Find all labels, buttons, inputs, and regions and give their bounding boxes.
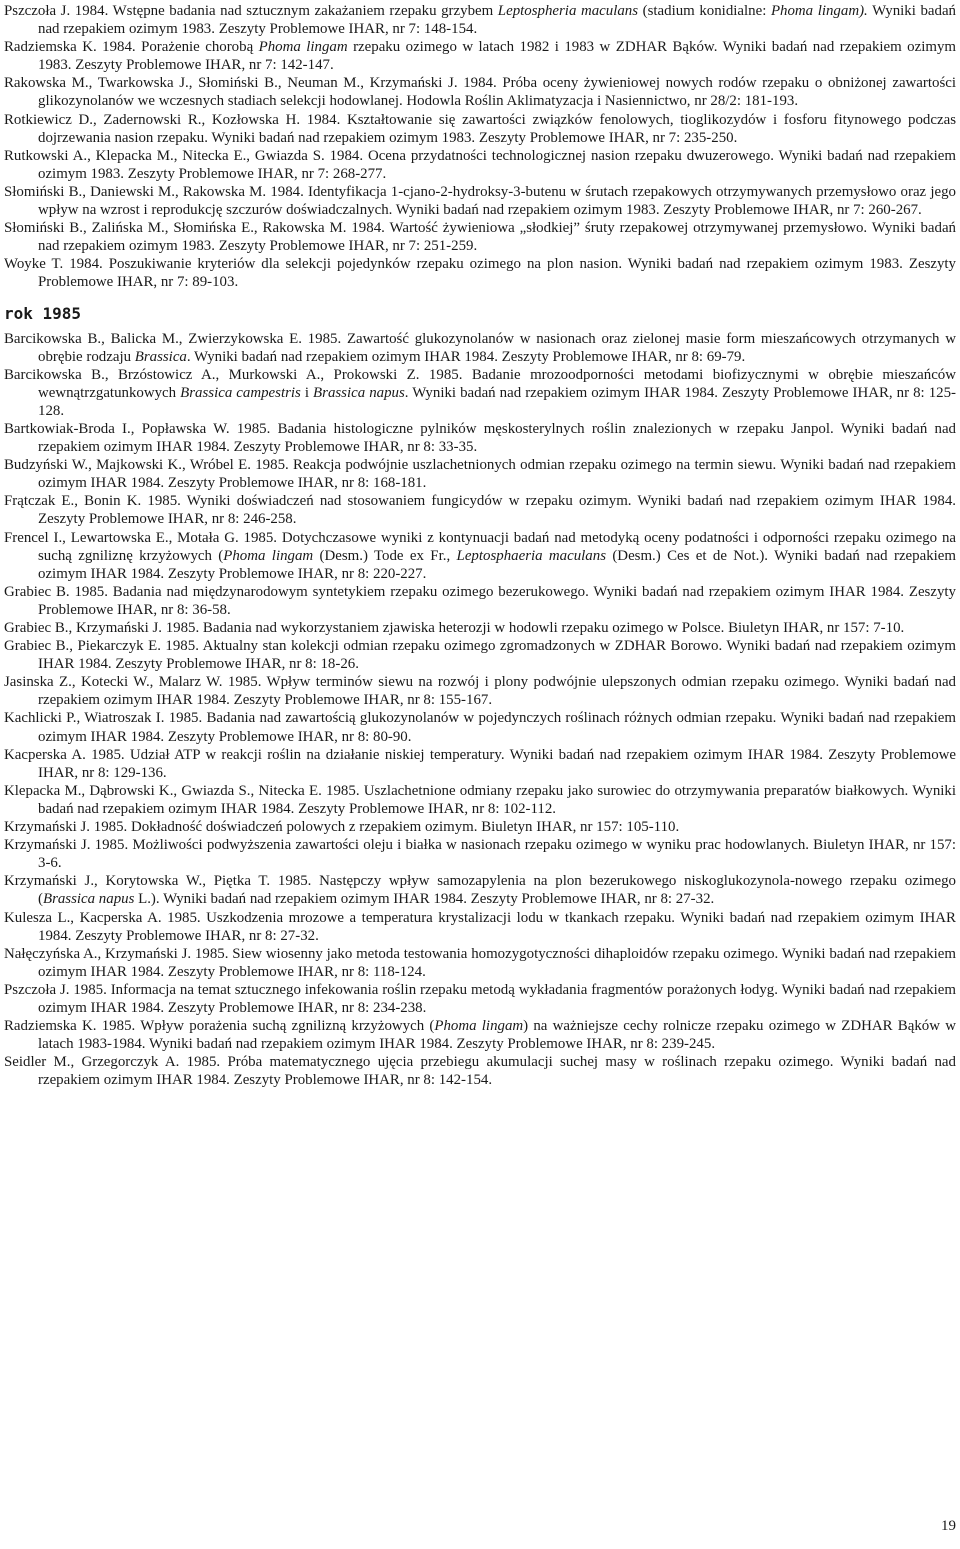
reference-entry <box>4 872 956 908</box>
reference-text: Kachlicki P., Wiatroszak I. 1985. Badania nad zawartością glukozynolanów w pojedynczych roślinach różnych odmian rzepaku. Wyniki badań nad rzepakiem ozimym IHAR 1984. Zeszyty Problemowe IHAR, nr 8: 80-90. <box>4 710 956 745</box>
reference-text: Rakowska M., Twarkowska J., Słomiński B., Neuman M., Krzymański J. 1984. Próba oceny żywieniowej nowych rodów rzepaku o obniżonej zawartości glikozynolanów we wczesnych stadiach selekcji hodowlanej. Hodowla Roślin Aklimatyzacja i Nasiennictwo, nr 28/2: 181-193. <box>4 75 956 110</box>
reference-text: Słomiński B., Daniewski M., Rakowska M. 1984. Identyfikacja 1-cjano-2-hydroksy-3-butenu w śrutach rzepakowych otrzymywanych przemysłowo oraz jego wpływ na wzrost i reprodukcję szczurów doświadczalnych. Wyniki badań nad rzepakiem ozimym 1983. Zeszyty Problemowe IHAR, nr 7: 260-267. <box>4 183 956 219</box>
reference-entry <box>4 366 956 420</box>
reference-entry <box>4 583 956 619</box>
reference-entry <box>4 945 956 981</box>
reference-entry <box>4 219 956 255</box>
reference-text: Słomiński B., Zalińska M., Słomińska E., Rakowska M. 1984. Wartość żywieniowa „słodkiej” śruty rzepakowej otrzymywanej przemysłowo. Wyniki badań nad rzepakiem ozimym 1983. Zeszyty Problemowe IHAR, nr 7: 251-259. <box>4 220 956 255</box>
reference-text: Jasinska Z., Kotecki W., Malarz W. 1985. Wpływ terminów siewu na rozwój i plony podwójnie ulepszonych odmian rzepaku ozimego. Wyniki badań nad rzepakiem ozimym IHAR 1984. Zeszyty Problemowe IHAR, nr 8: 155-167. <box>4 674 956 709</box>
reference-text: rzepaku ozimego w latach 1982 i 1983 w ZDHAR Bąków. Wyniki badań nad rzepakiem ozimym 1983. Zeszyty Problemowe IHAR, nr 7: 142-147. <box>38 39 956 74</box>
reference-entry <box>4 782 956 818</box>
reference-entry <box>4 147 956 183</box>
reference-italic-text: Phoma lingam <box>258 39 348 56</box>
reference-text: ) na ważniejsze cechy rolnicze rzepaku ozimego w ZDHAR Bąków w latach 1983-1984. Wyniki badań nad rzepakiem ozimym IHAR 1984. Zeszyty Problemowe IHAR, nr 8: 239-245. <box>38 1018 956 1053</box>
reference-italic-text: Phoma lingam). <box>770 3 868 19</box>
reference-text: L.). Wyniki badań nad rzepakiem ozimym IHAR 1984. Zeszyty Problemowe IHAR, nr 8: 27-32. <box>134 891 715 908</box>
reference-entry <box>4 529 956 583</box>
reference-entry <box>4 909 956 945</box>
reference-text: Rutkowski A., Klepacka M., Nitecka E., Gwiazda S. 1984. Ocena przydatności technologicznej nasion rzepaku dwuzerowego. Wyniki badań nad rzepakiem ozimym 1983. Zeszyty Problemowe IHAR, nr 7: 268-277. <box>4 147 956 182</box>
reference-italic-text: Brassica napus <box>313 384 405 401</box>
reference-italic-text: Brassica <box>134 348 187 365</box>
reference-text: (stadium konidialne: <box>638 3 771 19</box>
section-heading: rok 1985 <box>4 303 82 323</box>
reference-italic-text: Brassica campestris <box>180 384 301 401</box>
page-number: 19 <box>941 1518 956 1534</box>
reference-entry <box>4 492 956 528</box>
reference-text: Radziemska K. 1984. Porażenie chorobą <box>4 39 259 56</box>
reference-text: Rotkiewicz D., Zadernowski R., Kozłowska H. 1984. Kształtowanie się zawartości związków fenolowych, tioglikozydów i fosforu fitynowego podczas dojrzewania nasion rzepaku. Wyniki badań nad rzepakiem ozimym 1983. Zeszyty Problemowe IHAR, nr 7: 235-250. <box>4 111 956 146</box>
reference-text: Seidler M., Grzegorczyk A. 1985. Próba matematycznego ujęcia przebiegu akumulacji suchej masy w roślinach rzepaku ozimego. Wyniki badań nad rzepakiem ozimym IHAR 1984. Zeszyty Problemowe IHAR, nr 8: 142-154. <box>4 1054 956 1089</box>
reference-text: Barcikowska B., Brzóstowicz A., Murkowski A., Prokowski Z. 1985. Badanie mrozoodporności metodami biofizycznymi w obrębie mieszańców wewnątrzgatunkowych <box>4 366 956 401</box>
reference-entry <box>4 1017 956 1053</box>
reference-text: Pszczoła J. 1985. Informacja na temat sztucznego infekowania roślin rzepaku metodą wykładania fragmentów porażonych łodyg. Wyniki badań nad rzepakiem ozimym IHAR 1984. Zeszyty Problemowe IHAR, nr 8: 234-238. <box>4 981 956 1016</box>
reference-text: Krzymański J., Korytowska W., Piętka T. 1985. Następczy wpływ samozapylenia na plon bezerukowego niskoglukozynola-nowego rzepaku ozimego ( <box>4 873 956 908</box>
reference-text: Pszczoła J. 1984. Wstępne badania nad sztucznym zakażaniem rzepaku grzybem <box>4 3 498 19</box>
reference-entry <box>4 746 956 782</box>
reference-entry <box>4 330 956 366</box>
reference-text: Budzyński W., Majkowski K., Wróbel E. 1985. Reakcja podwójnie uszlachetnionych odmian rzepaku ozimego na termin siewu. Wyniki badań nad rzepakiem ozimym IHAR 1984. Zeszyty Problemowe IHAR, nr 8: 168-181. <box>4 457 956 492</box>
reference-entry <box>4 74 956 110</box>
reference-text: Radziemska K. 1985. Wpływ porażenia suchą zgnilizną krzyżowych ( <box>4 1018 435 1035</box>
reference-text: (Desm.) Ces et de Not.). Wyniki badań nad rzepakiem ozimym IHAR 1984. Zeszyty Problemowe IHAR, nr 8: 220-227. <box>38 547 956 582</box>
reference-entry <box>4 709 956 745</box>
reference-italic-text: Leptospheria maculans <box>497 3 639 19</box>
reference-italic-text: Phoma lingam <box>223 547 314 564</box>
reference-text: Woyke T. 1984. Poszukiwanie kryteriów dla selekcji pojedynków rzepaku ozimego na plon nasion. Wyniki badań nad rzepakiem ozimym 1983. Zeszyty Problemowe IHAR, nr 7: 89-103. <box>4 256 956 291</box>
reference-text: Frencel I., Lewartowska E., Motała G. 1985. Dotychczasowe wyniki z kontynuacji badań nad metodyką oceny podatności i odporności rzepaku ozimego na suchą zgniliznę krzyżowych ( <box>4 529 956 564</box>
reference-entry <box>4 2 956 38</box>
reference-text: Grabiec B., Piekarczyk E. 1985. Aktualny stan kolekcji odmian rzepaku ozimego zgromadzonych w ZDHAR Borowo. Wyniki badań nad rzepakiem ozimym IHAR 1984. Zeszyty Problemowe IHAR, nr 8: 18-26. <box>4 638 956 673</box>
reference-entry <box>4 637 956 673</box>
reference-text: Kulesza L., Kacperska A. 1985. Uszkodzenia mrozowe a temperatura krystalizacji lodu w tkankach rzepaku. Wyniki badań nad rzepakiem ozimym IHAR 1984. Zeszyty Problemowe IHAR, nr 8: 27-32. <box>4 909 956 944</box>
reference-entry <box>4 1053 956 1089</box>
reference-text: Krzymański J. 1985. Dokładność doświadczeń polowych z rzepakiem ozimym. Biuletyn IHAR, nr 157: 105-110. <box>4 819 680 836</box>
reference-text: i <box>300 384 314 401</box>
reference-text: Barcikowska B., Balicka M., Zwierzykowska E. 1985. Zawartość glukozynolanów w nasionach oraz zielonej masie form mieszańcowych otrzymanych w obrębie rodzaju <box>4 330 956 365</box>
reference-entry <box>4 981 956 1017</box>
reference-text: . Wyniki badań nad rzepakiem ozimym IHAR 1984. Zeszyty Problemowe IHAR, nr 8: 125-128. <box>38 384 957 419</box>
reference-text: Bartkowiak-Broda I., Popławska W. 1985. Badania histologiczne pylników męskosterylnych roślin znalezionych w rzepaku Janpol. Wyniki badań nad rzepakiem ozimym IHAR 1984. Zeszyty Problemowe IHAR, nr 8: 33-35. <box>4 420 956 456</box>
reference-list-1984 <box>4 2 956 292</box>
reference-entry <box>4 818 956 836</box>
reference-text: Grabiec B., Krzymański J. 1985. Badania nad wykorzystaniem zjawiska heterozji w hodowli rzepaku ozimego w Polsce. Biuletyn IHAR, nr 157: 7-10. <box>4 620 905 636</box>
reference-text: Kacperska A. 1985. Udział ATP w reakcji roślin na działanie niskiej temperatury. Wyniki badań nad rzepakiem ozimym IHAR 1984. Zeszyty Problemowe IHAR, nr 8: 129-136. <box>4 746 956 781</box>
reference-entry <box>4 673 956 709</box>
reference-italic-text: Brassica napus <box>42 891 135 908</box>
reference-text: Grabiec B. 1985. Badania nad międzynarodowym syntetykiem rzepaku ozimego bezerukowego. Wyniki badań nad rzepakiem ozimym IHAR 1984. Zeszyty Problemowe IHAR, nr 8: 36-58. <box>4 583 956 618</box>
reference-entry <box>4 456 956 492</box>
reference-entry <box>4 420 956 456</box>
reference-text: . Wyniki badań nad rzepakiem ozimym IHAR 1984. Zeszyty Problemowe IHAR, nr 8: 69-79. <box>186 348 746 365</box>
reference-entry <box>4 255 956 291</box>
reference-list-1985 <box>4 330 956 1090</box>
reference-entry <box>4 38 956 74</box>
reference-text: Wyniki badań nad rzepakiem ozimym 1983. Zeszyty Problemowe IHAR, nr 7: 148-154. <box>38 3 956 38</box>
reference-italic-text: Leptosphaeria maculans <box>456 547 606 564</box>
reference-entry <box>4 619 956 637</box>
reference-text: Krzymański J. 1985. Możliwości podwyższenia zawartości oleju i białka w nasionach rzepaku ozimego w wyniku prac hodowlanych. Biuletyn IHAR, nr 157: 3-6. <box>4 837 956 872</box>
reference-italic-text: Phoma lingam <box>434 1018 524 1035</box>
reference-text: Klepacka M., Dąbrowski K., Gwiazda S., Nitecka E. 1985. Uszlachetnione odmiany rzepaku jako surowiec do otrzymywania preparatów białkowych. Wyniki badań nad rzepakiem ozimym IHAR 1984. Zeszyty Problemowe IHAR, nr 8: 102-112. <box>4 782 956 817</box>
reference-text: (Desm.) Tode ex Fr., <box>313 547 457 564</box>
reference-entry <box>4 183 956 219</box>
reference-entry <box>4 836 956 872</box>
reference-entry <box>4 111 956 147</box>
reference-text: Frątczak E., Bonin K. 1985. Wyniki doświadczeń nad stosowaniem fungicydów w rzepaku ozimym. Wyniki badań nad rzepakiem ozimym IHAR 1984. Zeszyty Problemowe IHAR, nr 8: 246-258. <box>4 493 956 528</box>
reference-text: Nałęczyńska A., Krzymański J. 1985. Siew wiosenny jako metoda testowania homozygotyczności dihaploidów rzepaku ozimego. Wyniki badań nad rzepakiem ozimym IHAR 1984. Zeszyty Problemowe IHAR, nr 8: 118-124. <box>4 945 956 980</box>
